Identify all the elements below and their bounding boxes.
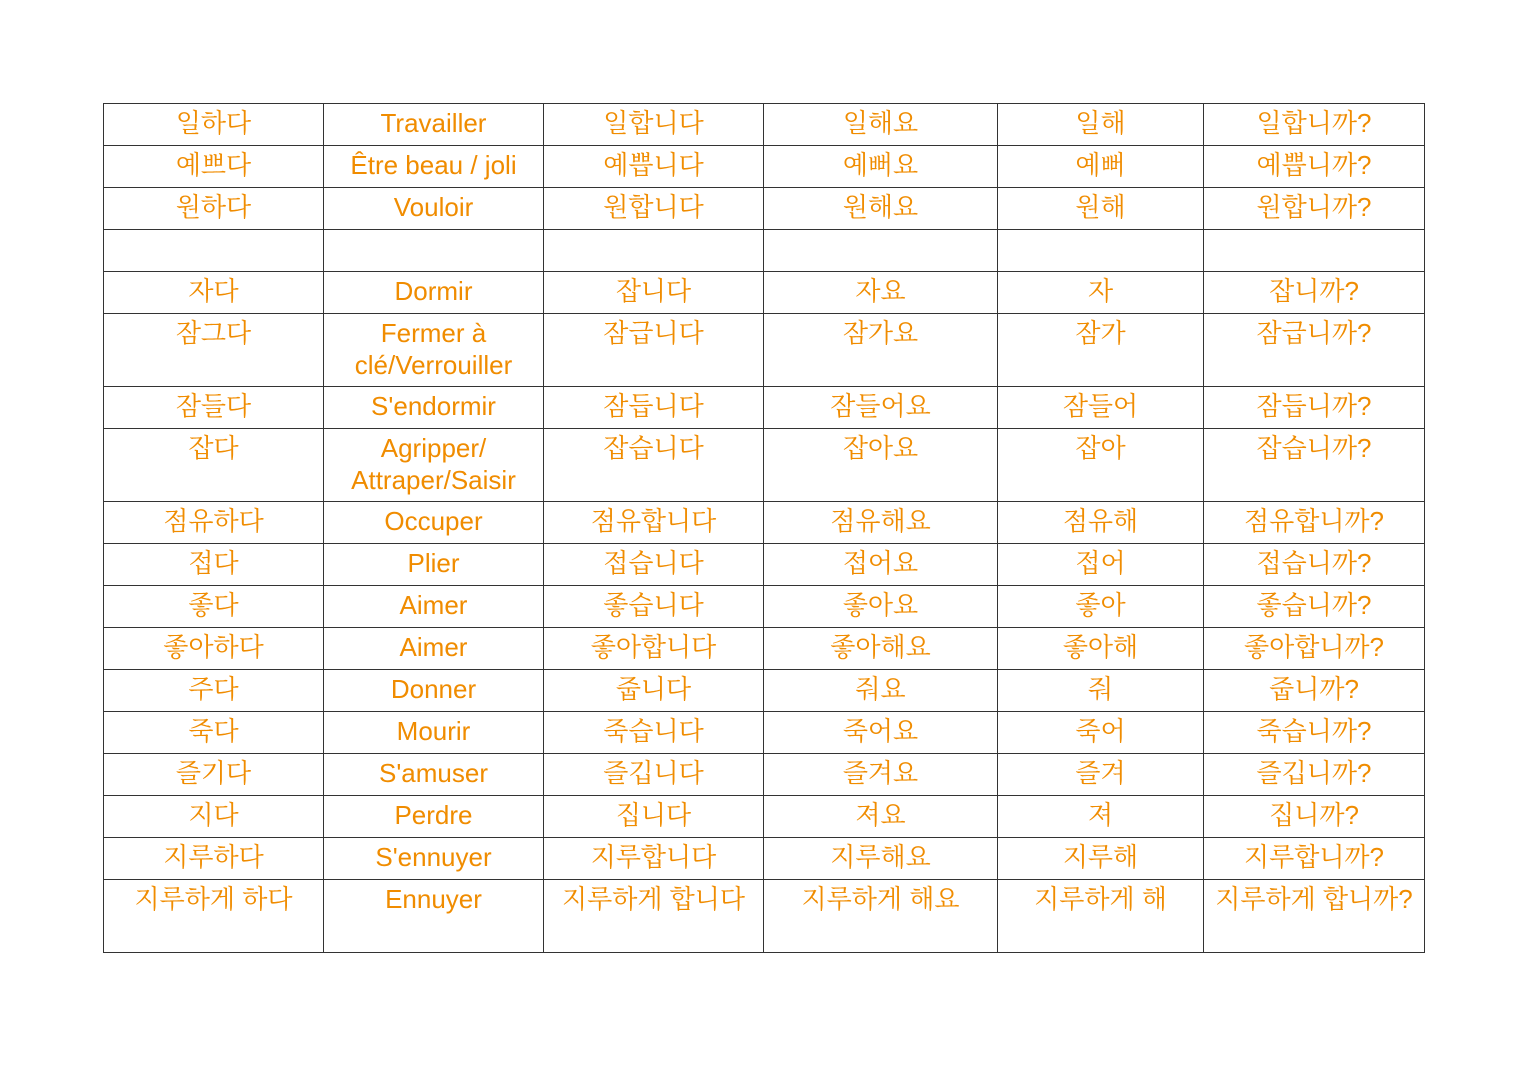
cell-formal-polite [544,712,764,754]
cell-french-translation [324,586,544,628]
cell-informal-polite [764,586,998,628]
cell-informal-plain [998,586,1204,628]
formal-question-text: 접습니까? [1256,548,1372,578]
cell-informal-plain [998,796,1204,838]
cell-french-translation [324,712,544,754]
formal-polite-text: 잠듭니다 [603,391,704,421]
cell-formal-question [1204,502,1425,544]
infinitive-text: 점유하다 [163,506,264,536]
informal-polite-text: 점유해요 [830,506,931,536]
cell-formal-polite [544,502,764,544]
table-row [104,628,1425,670]
cell-formal-question [1204,429,1425,502]
cell-informal-polite [764,314,998,387]
cell-informal-polite [764,838,998,880]
cell-formal-polite [544,838,764,880]
informal-plain-text: 즐겨 [1075,758,1126,788]
formal-polite-text: 좋아합니다 [590,632,717,662]
cell-informal-plain [998,628,1204,670]
cell-informal-polite [764,104,998,146]
formal-question-text: 지루합니까? [1243,842,1385,872]
cell-formal-question [1204,628,1425,670]
formal-question-text: 집니까? [1269,800,1359,830]
cell-formal-question [1204,387,1425,429]
informal-polite-text: 원해요 [842,192,919,222]
french-translation-text: Fermer à clé/Verrouiller [354,318,513,380]
cell-informal-polite [764,146,998,188]
formal-polite-text: 좋습니다 [603,590,704,620]
infinitive-text: 좋다 [188,590,239,620]
informal-polite-text: 잡아요 [842,433,919,463]
cell-informal-polite [764,429,998,502]
cell-informal-polite [764,670,998,712]
cell-informal-plain [998,188,1204,230]
cell-infinitive [104,146,324,188]
cell-formal-polite [544,230,764,272]
table-row [104,670,1425,712]
cell-infinitive [104,838,324,880]
cell-informal-plain [998,502,1204,544]
verb-conjugation-table [103,103,1425,953]
formal-question-text: 잠급니까? [1256,318,1372,348]
informal-plain-text: 잡아 [1075,433,1126,463]
cell-formal-polite [544,387,764,429]
formal-question-text: 잡니까? [1269,276,1359,306]
formal-polite-text: 집니다 [615,800,692,830]
french-translation-text: S'endormir [371,391,496,421]
cell-french-translation [324,188,544,230]
cell-informal-polite [764,272,998,314]
cell-formal-polite [544,880,764,953]
cell-informal-plain [998,429,1204,502]
table-row [104,880,1425,953]
table-row [104,104,1425,146]
infinitive-text: 죽다 [188,716,239,746]
cell-french-translation [324,387,544,429]
formal-polite-text: 지루하게 합니다 [561,884,746,914]
formal-polite-text: 잠급니다 [603,318,704,348]
infinitive-text: 일하다 [175,108,252,138]
informal-plain-text: 좋아해 [1062,632,1139,662]
informal-polite-text: 일해요 [842,108,919,138]
formal-polite-text: 지루합니다 [590,842,717,872]
table-row [104,429,1425,502]
informal-plain-text: 원해 [1075,192,1126,222]
formal-polite-text: 잡습니다 [603,433,704,463]
cell-informal-plain [998,104,1204,146]
cell-infinitive [104,387,324,429]
cell-formal-polite [544,586,764,628]
informal-polite-text: 예뻐요 [842,150,919,180]
informal-plain-text: 지루해 [1062,842,1139,872]
french-translation-text: Travailler [380,108,487,138]
formal-question-text: 줍니까? [1269,674,1359,704]
cell-informal-plain [998,838,1204,880]
table-row [104,712,1425,754]
cell-infinitive [104,880,324,953]
french-translation-text: Aimer [399,590,468,620]
informal-plain-text: 점유해 [1062,506,1139,536]
cell-french-translation [324,544,544,586]
cell-infinitive [104,314,324,387]
formal-question-text: 잡습니까? [1256,433,1372,463]
infinitive-text: 지루하게 하다 [134,884,293,914]
infinitive-text: 접다 [188,548,239,578]
informal-polite-text: 자요 [855,276,906,306]
formal-polite-text: 잡니다 [615,276,692,306]
informal-plain-text: 일해 [1075,108,1126,138]
informal-plain-text: 잠가 [1075,318,1126,348]
formal-question-text: 예쁩니까? [1256,150,1372,180]
cell-formal-polite [544,314,764,387]
informal-polite-text: 지루해요 [830,842,931,872]
infinitive-text: 자다 [188,276,239,306]
cell-informal-polite [764,754,998,796]
french-translation-text: S'ennuyer [375,842,492,872]
formal-polite-text: 예쁩니다 [603,150,704,180]
informal-polite-text: 잠들어요 [830,391,931,421]
cell-formal-question [1204,272,1425,314]
table-row [104,146,1425,188]
cell-formal-question [1204,838,1425,880]
cell-formal-question [1204,314,1425,387]
french-translation-text: Donner [390,674,477,704]
french-translation-text: Perdre [394,800,473,830]
table-row [104,502,1425,544]
informal-plain-text: 예뻐 [1075,150,1126,180]
cell-formal-polite [544,754,764,796]
cell-informal-plain [998,146,1204,188]
cell-french-translation [324,104,544,146]
informal-plain-text: 접어 [1075,548,1126,578]
french-translation-text: Plier [407,548,460,578]
formal-polite-text: 원합니다 [603,192,704,222]
formal-question-text: 좋아합니까? [1243,632,1385,662]
cell-infinitive [104,104,324,146]
table-row [104,272,1425,314]
cell-french-translation [324,502,544,544]
cell-informal-plain [998,230,1204,272]
cell-informal-plain [998,670,1204,712]
table-row [104,314,1425,387]
cell-infinitive [104,544,324,586]
informal-plain-text: 잠들어 [1062,391,1139,421]
cell-french-translation [324,314,544,387]
formal-polite-text: 즐깁니다 [603,758,704,788]
cell-formal-question [1204,544,1425,586]
french-translation-text: Vouloir [393,192,474,222]
cell-informal-plain [998,272,1204,314]
infinitive-text: 원하다 [175,192,252,222]
infinitive-text: 잠그다 [175,318,252,348]
french-translation-text: Occuper [384,506,483,536]
infinitive-text: 지다 [188,800,239,830]
table-row [104,796,1425,838]
informal-plain-text: 자 [1087,276,1114,306]
cell-french-translation [324,146,544,188]
cell-informal-plain [998,880,1204,953]
cell-infinitive [104,502,324,544]
table-row [104,387,1425,429]
cell-formal-polite [544,429,764,502]
cell-formal-polite [544,796,764,838]
table-body [104,104,1425,953]
cell-infinitive [104,429,324,502]
cell-formal-question [1204,586,1425,628]
cell-informal-plain [998,712,1204,754]
informal-polite-text: 잠가요 [842,318,919,348]
formal-polite-text: 점유합니다 [590,506,717,536]
cell-infinitive [104,628,324,670]
table-row [104,230,1425,272]
cell-french-translation [324,670,544,712]
infinitive-text: 예쁘다 [175,150,252,180]
table-row [104,188,1425,230]
cell-informal-polite [764,230,998,272]
informal-plain-text: 줘 [1087,674,1114,704]
informal-polite-text: 좋아요 [842,590,919,620]
infinitive-text: 잡다 [188,433,239,463]
cell-formal-question [1204,230,1425,272]
french-translation-text: Dormir [394,276,473,306]
cell-informal-plain [998,544,1204,586]
cell-french-translation [324,796,544,838]
cell-informal-polite [764,387,998,429]
cell-formal-question [1204,754,1425,796]
cell-informal-plain [998,387,1204,429]
cell-infinitive [104,586,324,628]
cell-infinitive [104,188,324,230]
informal-plain-text: 죽어 [1075,716,1126,746]
cell-formal-polite [544,188,764,230]
cell-informal-polite [764,712,998,754]
cell-formal-polite [544,272,764,314]
formal-question-text: 죽습니까? [1256,716,1372,746]
cell-informal-polite [764,880,998,953]
cell-formal-polite [544,146,764,188]
cell-french-translation [324,754,544,796]
informal-polite-text: 좋아해요 [830,632,931,662]
french-translation-text: Être beau / joli [350,150,517,180]
cell-formal-question [1204,146,1425,188]
cell-french-translation [324,230,544,272]
cell-infinitive [104,272,324,314]
french-translation-text: Aimer [399,632,468,662]
cell-informal-polite [764,796,998,838]
cell-informal-polite [764,502,998,544]
cell-infinitive [104,230,324,272]
cell-informal-polite [764,188,998,230]
formal-question-text: 원합니까? [1256,192,1372,222]
formal-polite-text: 일합니다 [603,108,704,138]
table-row [104,586,1425,628]
cell-formal-question [1204,104,1425,146]
table-row [104,544,1425,586]
informal-plain-text: 지루하게 해 [1034,884,1167,914]
cell-formal-polite [544,104,764,146]
french-translation-text: S'amuser [378,758,488,788]
informal-polite-text: 죽어요 [842,716,919,746]
cell-french-translation [324,272,544,314]
cell-formal-question [1204,796,1425,838]
infinitive-text: 주다 [188,674,239,704]
cell-infinitive [104,796,324,838]
cell-infinitive [104,670,324,712]
informal-polite-text: 져요 [855,800,906,830]
french-translation-text: Mourir [396,716,471,746]
formal-question-text: 점유합니까? [1243,506,1385,536]
infinitive-text: 즐기다 [175,758,252,788]
formal-question-text: 즐깁니까? [1256,758,1372,788]
cell-formal-polite [544,628,764,670]
cell-formal-question [1204,880,1425,953]
table-row [104,838,1425,880]
cell-french-translation [324,429,544,502]
cell-french-translation [324,838,544,880]
informal-polite-text: 지루하게 해요 [801,884,960,914]
cell-formal-question [1204,188,1425,230]
cell-informal-plain [998,314,1204,387]
infinitive-text: 잠들다 [175,391,252,421]
informal-plain-text: 좋아 [1075,590,1126,620]
cell-informal-plain [998,754,1204,796]
formal-polite-text: 줍니다 [615,674,692,704]
cell-french-translation [324,628,544,670]
cell-formal-question [1204,712,1425,754]
cell-formal-question [1204,670,1425,712]
table-row [104,754,1425,796]
formal-polite-text: 죽습니다 [603,716,704,746]
cell-infinitive [104,754,324,796]
french-translation-text: Agripper/ Attraper/Saisir [351,433,516,495]
formal-question-text: 일합니까? [1256,108,1372,138]
informal-plain-text: 져 [1087,800,1114,830]
infinitive-text: 좋아하다 [163,632,264,662]
cell-french-translation [324,880,544,953]
french-translation-text: Ennuyer [385,884,482,914]
informal-polite-text: 접어요 [842,548,919,578]
informal-polite-text: 줘요 [855,674,906,704]
cell-formal-polite [544,544,764,586]
infinitive-text: 지루하다 [163,842,264,872]
formal-question-text: 지루하게 합니까? [1215,884,1413,914]
cell-formal-polite [544,670,764,712]
formal-polite-text: 접습니다 [603,548,704,578]
informal-polite-text: 즐겨요 [842,758,919,788]
cell-informal-polite [764,628,998,670]
formal-question-text: 좋습니까? [1256,590,1372,620]
cell-infinitive [104,712,324,754]
cell-informal-polite [764,544,998,586]
formal-question-text: 잠듭니까? [1256,391,1372,421]
